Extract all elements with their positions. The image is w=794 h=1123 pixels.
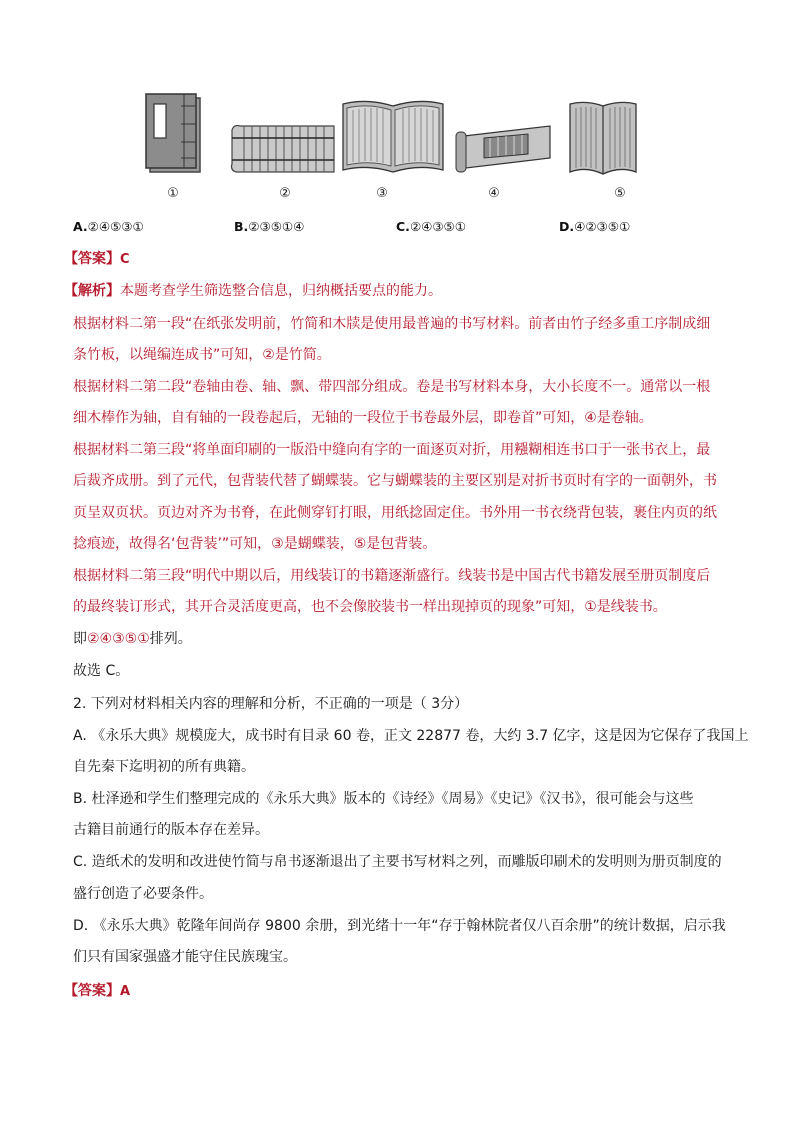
option-letter: A. — [73, 219, 88, 234]
q2-option-b-line-2: 古籍目前通行的版本存在差异。 — [73, 822, 269, 838]
thread-bound-book-image — [144, 92, 206, 182]
analysis-line-5: 根据材料二第三段“将单面印刷的一版沿中缝向有字的一面逐页对折，用糨糊相连书口于一张书衣上，最 — [73, 442, 711, 458]
analysis-line-1: 根据材料二第一段“在纸张发明前，竹简和木牍是使用最普遍的书写材料。前者由竹子经多重工序制成细 — [73, 316, 711, 332]
analysis-line-4: 细木棒作为轴，自有轴的一段卷起后，无轴的一段位于书卷最外层，即卷首”可知，④是卷轴。 — [73, 410, 653, 426]
q2-option-d-line-1: D. 《永乐大典》乾隆年间尚存 9800 余册，到光绪十一年“存于翰林院者仅八百余册”的统计数据，启示我 — [73, 918, 726, 934]
q2-option-a-line-1: A. 《永乐大典》规模庞大，成书时有目录 60 卷，正文 22877 卷，大约 3.7 亿字，这是因为它保存了我国上 — [73, 728, 749, 744]
option-letter: B. — [234, 219, 249, 234]
figure-label-5: ⑤ — [614, 186, 626, 201]
option-sequence: ④②③⑤① — [574, 219, 631, 234]
analysis-line-9: 根据材料二第三段“明代中期以后，用线装订的书籍逐渐盛行。线装书是中国古代书籍发展至册页制度后 — [73, 568, 711, 584]
book-binding-figures — [128, 92, 668, 182]
q2-option-c-line-2: 盛行创造了必要条件。 — [73, 886, 213, 902]
figure-label-2: ② — [279, 186, 291, 201]
answer-value: A — [120, 984, 131, 999]
q1-analysis-intro — [64, 276, 724, 307]
answer-tag: 【答案】 — [64, 983, 120, 999]
option-c — [396, 219, 466, 234]
q2-option-a-line-2: 自先秦下迄明初的所有典籍。 — [73, 759, 255, 775]
analysis-tag: 【解析】 — [64, 283, 120, 299]
analysis-line-3: 根据材料二第二段“卷轴由卷、轴、飘、带四部分组成。卷是书写材料本身，大小长度不一。通常以一根 — [73, 379, 711, 395]
figure-label-3: ③ — [376, 186, 388, 201]
q2-stem: 2. 下列对材料相关内容的理解和分析，不正确的一项是（ 3分） — [73, 696, 469, 712]
analysis-line-10: 的最终装订形式，其开合灵活度更高，也不会像胶装书一样出现掉页的现象”可知，①是线装书。 — [73, 599, 667, 615]
analysis-line-2: 条竹板，以绳编连成书”可知，②是竹简。 — [73, 347, 331, 363]
conclusion-suffix: 排列。 — [149, 631, 192, 647]
option-sequence: ②④⑤③① — [87, 219, 144, 234]
q2-option-c-line-1: C. 造纸术的发明和改进使竹简与帛书逐渐退出了主要书写材料之列，而雕版印刷术的发明则为册页制度的 — [73, 854, 722, 870]
q2-answer — [64, 976, 724, 1007]
q2-option-b-line-1: B. 杜泽逊和学生们整理完成的《永乐大典》版本的《诗经》《周易》《史记》《汉书》，很可能会与这些 — [73, 791, 694, 807]
analysis-line-8: 捻痕迹，故得名‘包背装’”可知，③是蝴蝶装，⑤是包背装。 — [73, 536, 437, 552]
option-letter: C. — [396, 219, 410, 234]
butterfly-binding-image — [341, 96, 445, 186]
option-sequence: ②③⑤①④ — [248, 219, 305, 234]
analysis-conclusion — [73, 624, 733, 655]
answer-tag: 【答案】 — [64, 251, 120, 267]
analysis-intro-text: 本题考查学生筛选整合信息，归纳概括要点的能力。 — [120, 283, 442, 299]
option-letter: D. — [559, 219, 575, 234]
q1-answer — [64, 244, 724, 275]
final-choice: 故选 C。 — [73, 663, 130, 679]
option-b — [234, 219, 304, 234]
q2-option-d-line-2: 们只有国家强盛才能守住民族瑰宝。 — [73, 949, 297, 965]
option-sequence: ②④③⑤① — [409, 219, 466, 234]
figure-label-1: ① — [167, 186, 179, 201]
figure-label-4: ④ — [488, 186, 500, 201]
conclusion-sequence: ②④③⑤① — [87, 631, 150, 647]
analysis-line-6: 后裁齐成册。到了元代，包背装代替了蝴蝶装。它与蝴蝶装的主要区别是对折书页时有字的一面朝外，书 — [73, 473, 717, 489]
analysis-line-7: 页呈双页状。页边对齐为书脊，在此侧穿钉打眼，用纸捻固定住。书外用一书衣绕背包装，裹住内页的纸 — [73, 505, 717, 521]
option-d — [559, 219, 630, 234]
answer-value: C — [120, 252, 130, 267]
option-a — [73, 219, 144, 234]
conclusion-prefix: 即 — [73, 631, 87, 647]
wrapped-back-binding-image — [568, 98, 638, 188]
